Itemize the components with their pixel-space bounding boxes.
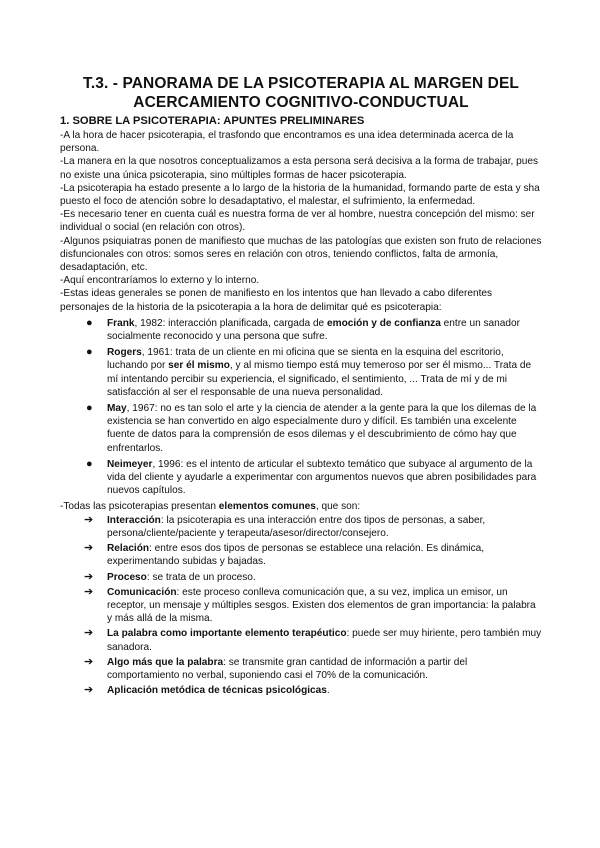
arrow-icon: ➔ xyxy=(84,585,94,598)
bullet-icon: ● xyxy=(86,346,93,359)
item-text: : este proceso conlleva comunicación que, a su vez, implica un emisor, un receptor, un mensaje y múltiples sesgos. Existen dos elementos de gran importancia: la palabra y más allá de la misma. xyxy=(107,586,536,625)
item-bold: Proceso xyxy=(107,571,147,583)
item-text: , y al mismo tiempo está muy temeroso por ser él mismo... Trata de mí intentando percibir su experiencia, el significado, el sentimiento, ... Trata de mí y de mi satisfacción al ser el responsable de una nueva personalidad. xyxy=(107,360,532,398)
item-bold: Aplicación metódica de técnicas psicológicas xyxy=(107,685,327,697)
item-bold: ser él mismo xyxy=(168,360,230,372)
section-heading: 1. SOBRE LA PSICOTERAPIA: APUNTES PRELIMINARES xyxy=(60,115,365,127)
document-title xyxy=(60,74,542,112)
paragraph: -La manera en la que nosotros conceptualizamos a esta persona será decisiva a la forma de trabajar, pues no existe una única psicoterapia, sino múltiples formas de hacer psicoterapia. xyxy=(60,156,539,181)
author-name: May xyxy=(107,403,127,415)
list-item xyxy=(60,317,542,343)
list-item xyxy=(60,458,542,498)
item-text: : la psicoterapia es una interacción entre dos tipos de personas, a saber, persona/cliente/paciente y terapeuta/asesor/director/consejero. xyxy=(107,514,486,539)
bullet-icon: ● xyxy=(86,402,93,415)
list-item xyxy=(60,514,542,540)
item-text: , 1982: interacción planificada, cargada de xyxy=(134,317,327,329)
item-bold: La palabra como importante elemento terapéutico xyxy=(107,628,347,640)
author-name: Rogers xyxy=(107,347,142,359)
author-name: Frank xyxy=(107,317,135,329)
paragraph-bold: elementos comunes xyxy=(218,501,316,513)
common-elements-list xyxy=(60,514,542,698)
list-item xyxy=(60,656,542,682)
list-item xyxy=(60,402,542,455)
paragraph: -La psicoterapia ha estado presente a lo largo de la historia de la humanidad, formando parte de esta y sha puesto el foco de atención sobre lo desadaptativo, el malestar, el sufrimiento, la enfermedad. xyxy=(60,182,540,208)
item-text: entre un sanador socialmente reconocido y una persona que sufre. xyxy=(107,317,520,343)
arrow-icon: ➔ xyxy=(84,684,94,697)
paragraph: -Algunos psiquiatras ponen de manifiesto que muchas de las patologías que existen son fruto de relaciones disfuncionales con otros: somos seres en relación con otros, teniendo conflictos, falta de armonía, desadaptación, etc. xyxy=(60,235,542,274)
bullet-icon: ● xyxy=(86,316,93,329)
arrow-icon: ➔ xyxy=(84,570,94,583)
item-text: . xyxy=(326,685,330,697)
list-item xyxy=(60,542,542,568)
bullet-icon: ● xyxy=(86,457,93,470)
item-text: : entre esos dos tipos de personas se establece una relación. Es dinámica, experimentando subidas y bajadas. xyxy=(107,543,485,568)
paragraph: -Estas ideas generales se ponen de manifiesto en los intentos que han llevado a cabo diferentes personajes de la historia de la psicoterapia a la hora de delimitar qué es psicoterapia: xyxy=(60,288,493,313)
item-text: , 1996: es el intento de articular el subtexto temático que subyace al argumento de la vida del cliente y ayudarle a experimentar con argumentos nuevos que abren posibilidades para nuevos capítulos. xyxy=(107,458,537,497)
paragraph-text: , que son: xyxy=(315,501,361,513)
item-text: , 1967: no es tan solo el arte y la ciencia de atender a la gente para la que los dilemas de la existencia se han convertido en algo especialmente duro y difícil. Es también una excelente fuente de datos para la comprensión de esos dilemas y el descubrimiento de cómo hay que enfrentarlos. xyxy=(107,403,537,454)
item-bold: emoción y de confianza xyxy=(326,317,441,329)
paragraph: -Es necesario tener en cuenta cuál es nuestra forma de ver al hombre, nuestra concepción del mismo: ser individual o social (en relación con otros). xyxy=(60,209,535,234)
list-item xyxy=(60,586,542,626)
item-text: : puede ser muy hiriente, pero también muy sanadora. xyxy=(107,628,542,653)
document-page xyxy=(60,74,542,699)
item-text: : se trata de un proceso. xyxy=(146,571,256,583)
item-text: : se transmite gran cantidad de información a partir del comportamiento no verbal, suponiendo casi el 70% de la comunicación. xyxy=(107,656,468,681)
item-bold: Interacción xyxy=(107,514,161,526)
item-bold: Relación xyxy=(107,543,150,555)
definitions-list xyxy=(60,317,542,498)
item-text: , 1961: trata de un cliente en mi oficina que se sienta en la esquina del escritorio, luchando por xyxy=(107,347,504,372)
paragraph xyxy=(60,500,542,513)
title-line-2: ACERCAMIENTO COGNITIVO-CONDUCTUAL xyxy=(133,94,469,111)
list-item xyxy=(60,684,542,697)
arrow-icon: ➔ xyxy=(84,513,94,526)
item-bold: Algo más que la palabra xyxy=(107,656,224,668)
arrow-icon: ➔ xyxy=(84,627,94,640)
arrow-icon: ➔ xyxy=(84,542,94,555)
list-item xyxy=(60,571,542,584)
paragraph: -A la hora de hacer psicoterapia, el trasfondo que encontramos es una idea determinada acerca de la persona. xyxy=(60,130,514,155)
list-item xyxy=(60,627,542,653)
paragraph: -Aquí encontraríamos lo externo y lo interno. xyxy=(60,275,260,287)
author-name: Neimeyer xyxy=(107,458,153,470)
paragraph-text: -Todas las psicoterapias presentan xyxy=(60,501,219,513)
item-bold: Comunicación xyxy=(107,586,177,598)
list-item xyxy=(60,346,542,399)
arrow-icon: ➔ xyxy=(84,655,94,668)
title-line-1: T.3. - PANORAMA DE LA PSICOTERAPIA AL MARGEN DEL xyxy=(83,75,519,92)
